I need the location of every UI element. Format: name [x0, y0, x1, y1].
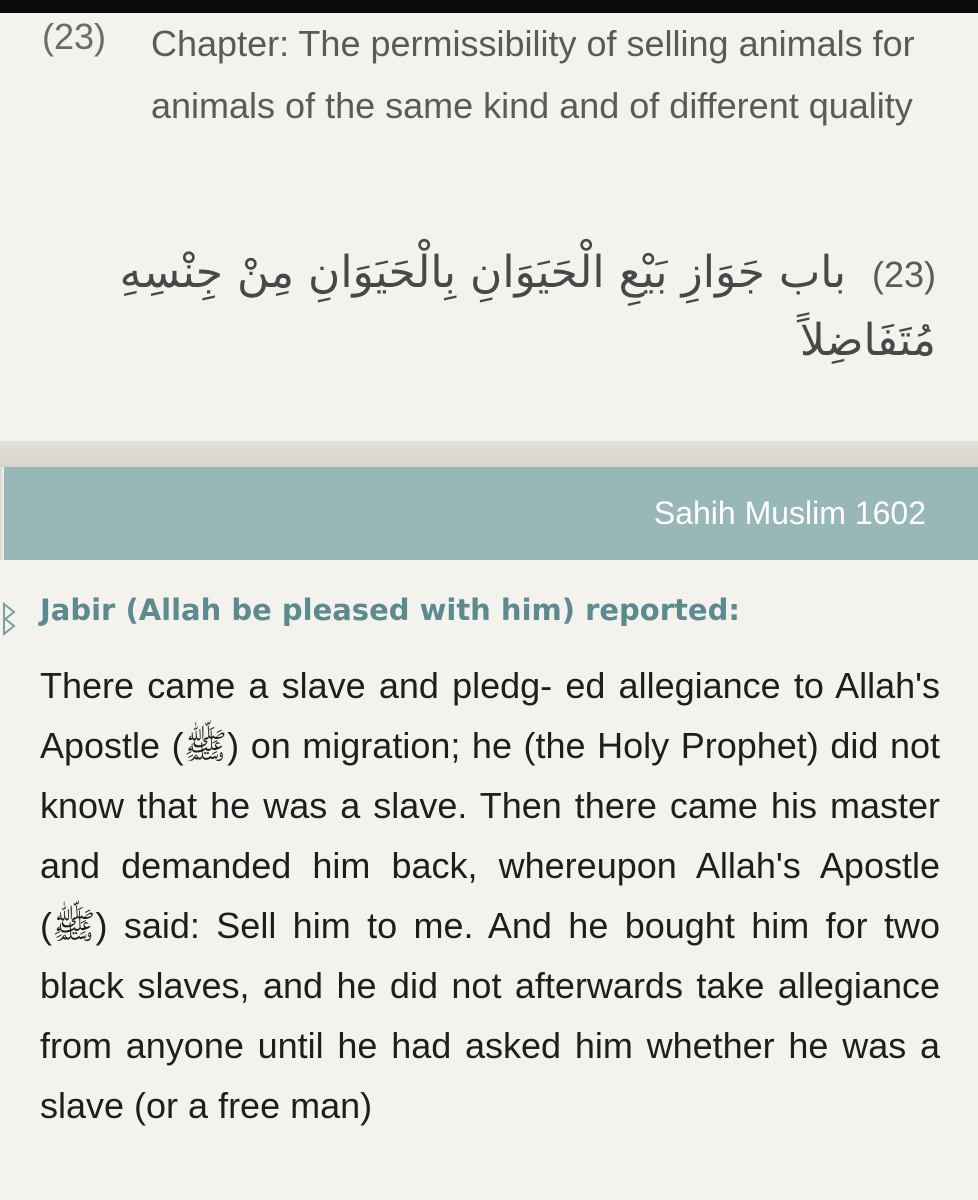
- hadith-reference-banner: [4, 467, 978, 560]
- chapter-number: (23): [42, 16, 107, 57]
- hadith-text: There came a slave and pledg- ed allegiance to Allah's Apostle (ﷺ) on migration; he (the Holy Prophet) did not know that he was a slave. Then there came his master and demanded him back, whereupon Allah's Apostle (ﷺ) said: Sell him to me. And he bought him for two black slaves, and he did not afterwards take allegiance from anyone until he had asked him whether he was a slave (or a free man): [40, 665, 940, 1126]
- hadith-reference: Sahih Muslim 1602: [653, 495, 926, 531]
- quote-marker-icon: [2, 602, 16, 636]
- arabic-chapter-title: باب جَوَازِ بَيْعِ الْحَيَوَانِ بِالْحَيَوَانِ مِنْ جِنْسِهِ مُتَفَاضِلاً: [119, 247, 936, 366]
- narrator-line: Jabir (Allah be pleased with him) reported:: [40, 593, 740, 627]
- chapter-title: Chapter: The permissibility of selling animals for animals of the same kind and of different quality: [151, 23, 915, 126]
- hadith-section: [0, 560, 978, 1200]
- arabic-chapter-number: (23): [871, 254, 936, 295]
- arabic-chapter-heading: [36, 240, 936, 374]
- top-bar: [0, 0, 978, 13]
- chapter-section: [0, 13, 978, 441]
- section-divider: [0, 441, 978, 467]
